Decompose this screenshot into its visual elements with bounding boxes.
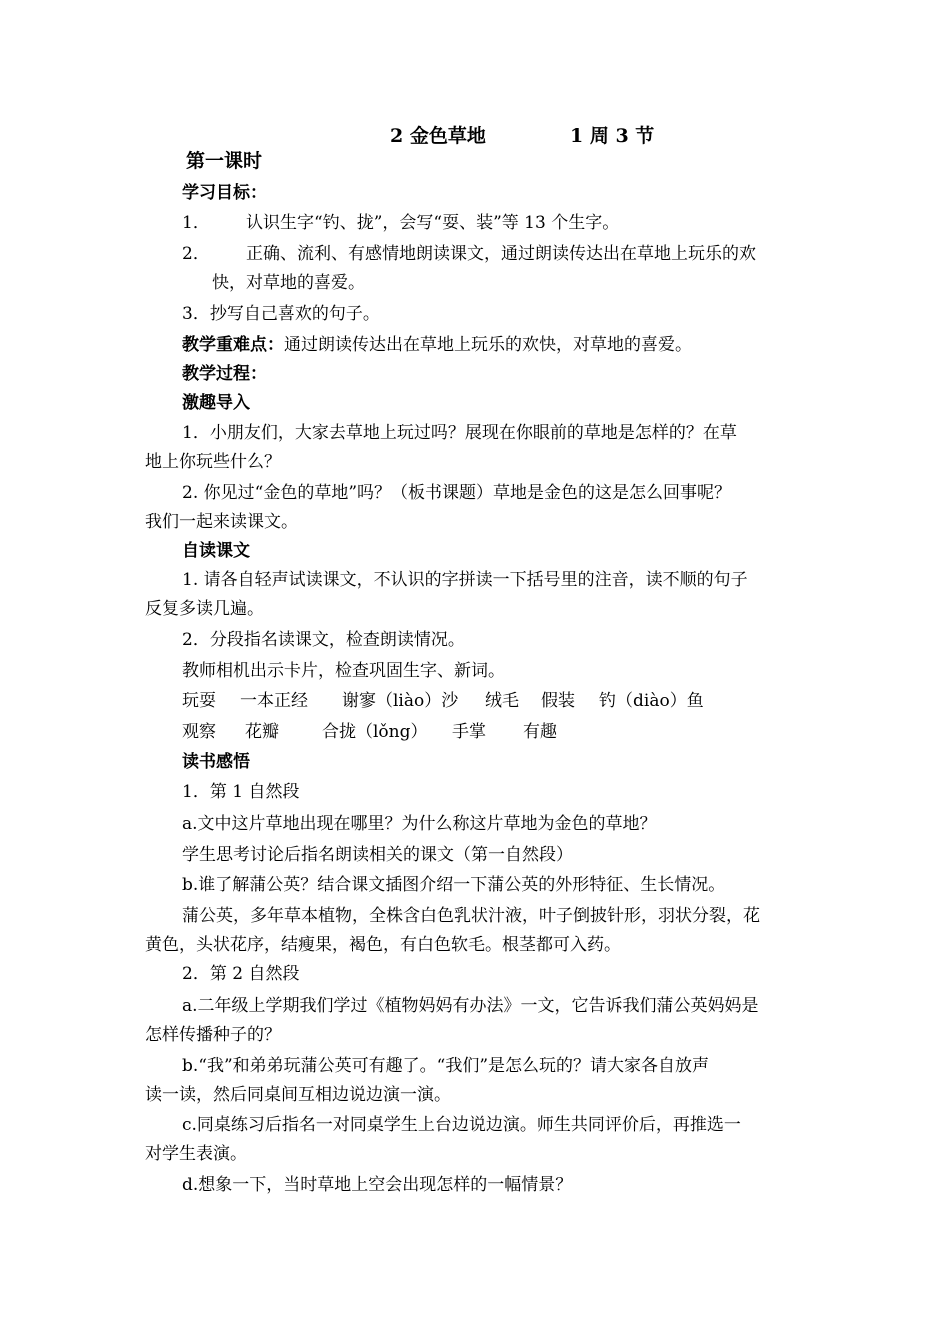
paragraph-line: 2．分段指名读课文，检查朗读情况。 — [182, 630, 465, 650]
paragraph-line: 读一读，然后同桌间互相边说边演一演。 — [145, 1085, 451, 1105]
vocab-word: 玩耍 — [182, 691, 216, 711]
section-reading-heading: 自读课文 — [182, 541, 250, 561]
goal-3: 3．抄写自己喜欢的句子。 — [182, 304, 380, 324]
goal-text: 认识生字“钓、拢”，会写“耍、装”等 13 个生字。 — [246, 213, 620, 233]
goal-number: 2． — [182, 244, 210, 264]
paragraph-line: b.“我”和弟弟玩蒲公英可有趣了。“我们”是怎么玩的？请大家各自放声 — [182, 1056, 710, 1076]
paragraph-line: 2. 你见过“金色的草地”吗？（板书课题）草地是金色的这是怎么回事呢？ — [182, 483, 732, 503]
goals-heading: 学习目标： — [182, 183, 267, 203]
vocab-word: 一本正经 — [240, 691, 308, 711]
paragraph-line: 怎样传播种子的？ — [145, 1025, 281, 1045]
document-title: 2 金色草地 — [390, 125, 486, 147]
paragraph-line: 教师相机出示卡片，检查巩固生字、新词。 — [182, 661, 505, 681]
vocab-word: 有趣 — [523, 722, 557, 742]
paragraph-line: 学生思考讨论后指名朗读相关的课文（第一自然段） — [182, 845, 573, 865]
vocab-word: 手掌 — [452, 722, 486, 742]
paragraph-line: 1．第 1 自然段 — [182, 782, 300, 802]
paragraph-line: c.同桌练习后指名一对同桌学生上台边说边演。师生共同评价后，再推选一 — [182, 1115, 741, 1135]
key-points — [182, 334, 692, 356]
vocab-word: 谢寥（liào）沙 — [342, 691, 459, 711]
goal-text: 正确、流利、有感情地朗读课文，通过朗读传达出在草地上玩乐的欢 — [246, 244, 756, 264]
paragraph-line: a.二年级上学期我们学过《植物妈妈有办法》一文，它告诉我们蒲公英妈妈是 — [182, 996, 759, 1016]
vocab-word: 钓（diào）鱼 — [599, 691, 704, 711]
key-text: 通过朗读传达出在草地上玩乐的欢快，对草地的喜爱。 — [284, 335, 692, 355]
paragraph-line: 1．小朋友们，大家去草地上玩过吗？展现在你眼前的草地是怎样的？在草 — [182, 423, 737, 443]
paragraph-line: 地上你玩些什么？ — [145, 452, 281, 472]
vocab-word: 花瓣 — [245, 722, 279, 742]
paragraph-line: b.谁了解蒲公英？结合课文插图介绍一下蒲公英的外形特征、生长情况。 — [182, 875, 726, 895]
vocab-word: 观察 — [182, 722, 216, 742]
lesson-heading: 第一课时 — [186, 150, 263, 172]
paragraph-line: 对学生表演。 — [145, 1144, 247, 1164]
goal-number: 1． — [182, 213, 210, 233]
paragraph-line: d.想象一下，当时草地上空会出现怎样的一幅情景？ — [182, 1175, 573, 1195]
process-heading: 教学过程： — [182, 364, 267, 384]
paragraph-line: 2．第 2 自然段 — [182, 964, 300, 984]
schedule: 1 周 3 节 — [570, 125, 655, 147]
vocab-word: 假装 — [541, 691, 575, 711]
paragraph-line: 蒲公英，多年草本植物，全株含白色乳状汁液，叶子倒披针形，羽状分裂，花 — [182, 906, 760, 926]
paragraph-line: 反复多读几遍。 — [145, 599, 264, 619]
paragraph-line: a.文中这片草地出现在哪里？为什么称这片草地为金色的草地？ — [182, 814, 657, 834]
paragraph-line: 1. 请各自轻声试读课文，不认识的字拼读一下括号里的注音，读不顺的句子 — [182, 570, 748, 590]
goal-2-continued: 快，对草地的喜爱。 — [212, 273, 365, 293]
vocab-word: 绒毛 — [485, 691, 519, 711]
section-insight-heading: 读书感悟 — [182, 752, 250, 772]
key-label: 教学重难点： — [182, 335, 284, 355]
vocab-word: 合拢（lǒng） — [322, 722, 428, 742]
paragraph-line: 我们一起来读课文。 — [145, 512, 298, 532]
paragraph-line: 黄色，头状花序，结瘦果，褐色，有白色软毛。根茎都可入药。 — [145, 935, 621, 955]
section-intro-heading: 激趣导入 — [182, 393, 250, 413]
